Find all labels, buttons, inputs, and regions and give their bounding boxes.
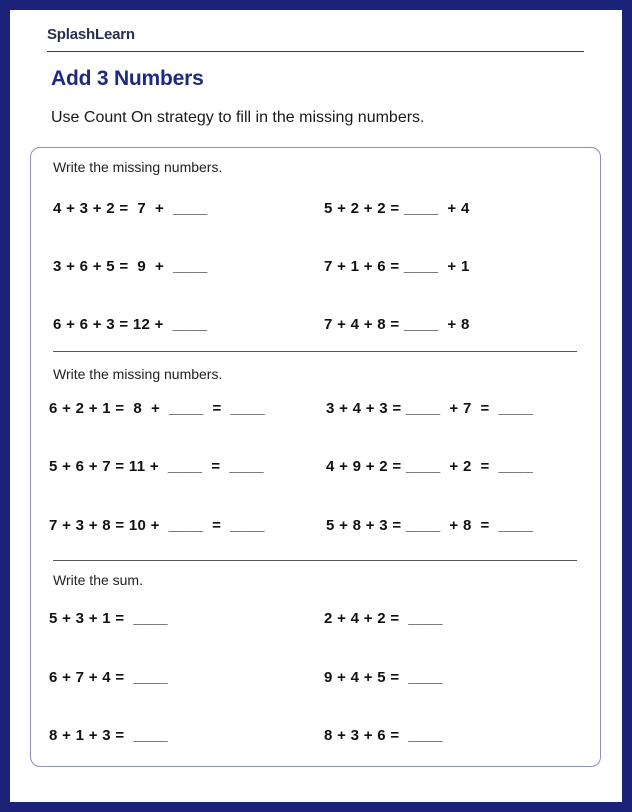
problem-2-2: 3 + 4 + 3 = ____ + 7 = ____ [326, 400, 534, 417]
section-2-title: Write the missing numbers. [53, 366, 223, 382]
problem-1-4: 7 + 1 + 6 = ____ + 1 [324, 258, 470, 275]
problem-3-2: 2 + 4 + 2 = ____ [324, 610, 443, 627]
problem-2-4: 4 + 9 + 2 = ____ + 2 = ____ [326, 458, 534, 475]
problem-3-4: 9 + 4 + 5 = ____ [324, 669, 443, 686]
problem-3-3: 6 + 7 + 4 = ____ [49, 669, 168, 686]
brand-logo: SplashLearn [47, 26, 135, 43]
header-rule [47, 51, 584, 52]
problem-1-1: 4 + 3 + 2 = 7 + ____ [53, 200, 208, 217]
problem-1-3: 3 + 6 + 5 = 9 + ____ [53, 258, 208, 275]
problem-1-5: 6 + 6 + 3 = 12 + ____ [53, 316, 208, 333]
problem-3-5: 8 + 1 + 3 = ____ [49, 727, 168, 744]
page-title: Add 3 Numbers [51, 67, 204, 90]
worksheet-page [10, 10, 622, 802]
problem-3-6: 8 + 3 + 6 = ____ [324, 727, 443, 744]
problem-1-6: 7 + 4 + 8 = ____ + 8 [324, 316, 470, 333]
problem-2-3: 5 + 6 + 7 = 11 + ____ = ____ [49, 458, 264, 475]
section-divider-2 [53, 560, 577, 561]
problem-1-2: 5 + 2 + 2 = ____ + 4 [324, 200, 470, 217]
problem-2-5: 7 + 3 + 8 = 10 + ____ = ____ [49, 517, 265, 534]
problem-2-1: 6 + 2 + 1 = 8 + ____ = ____ [49, 400, 266, 417]
instruction-text: Use Count On strategy to fill in the missing numbers. [51, 109, 425, 126]
section-divider-1 [53, 351, 577, 352]
section-1-title: Write the missing numbers. [53, 159, 223, 175]
section-3-title: Write the sum. [53, 572, 143, 588]
problem-3-1: 5 + 3 + 1 = ____ [49, 610, 168, 627]
problem-2-6: 5 + 8 + 3 = ____ + 8 = ____ [326, 517, 534, 534]
